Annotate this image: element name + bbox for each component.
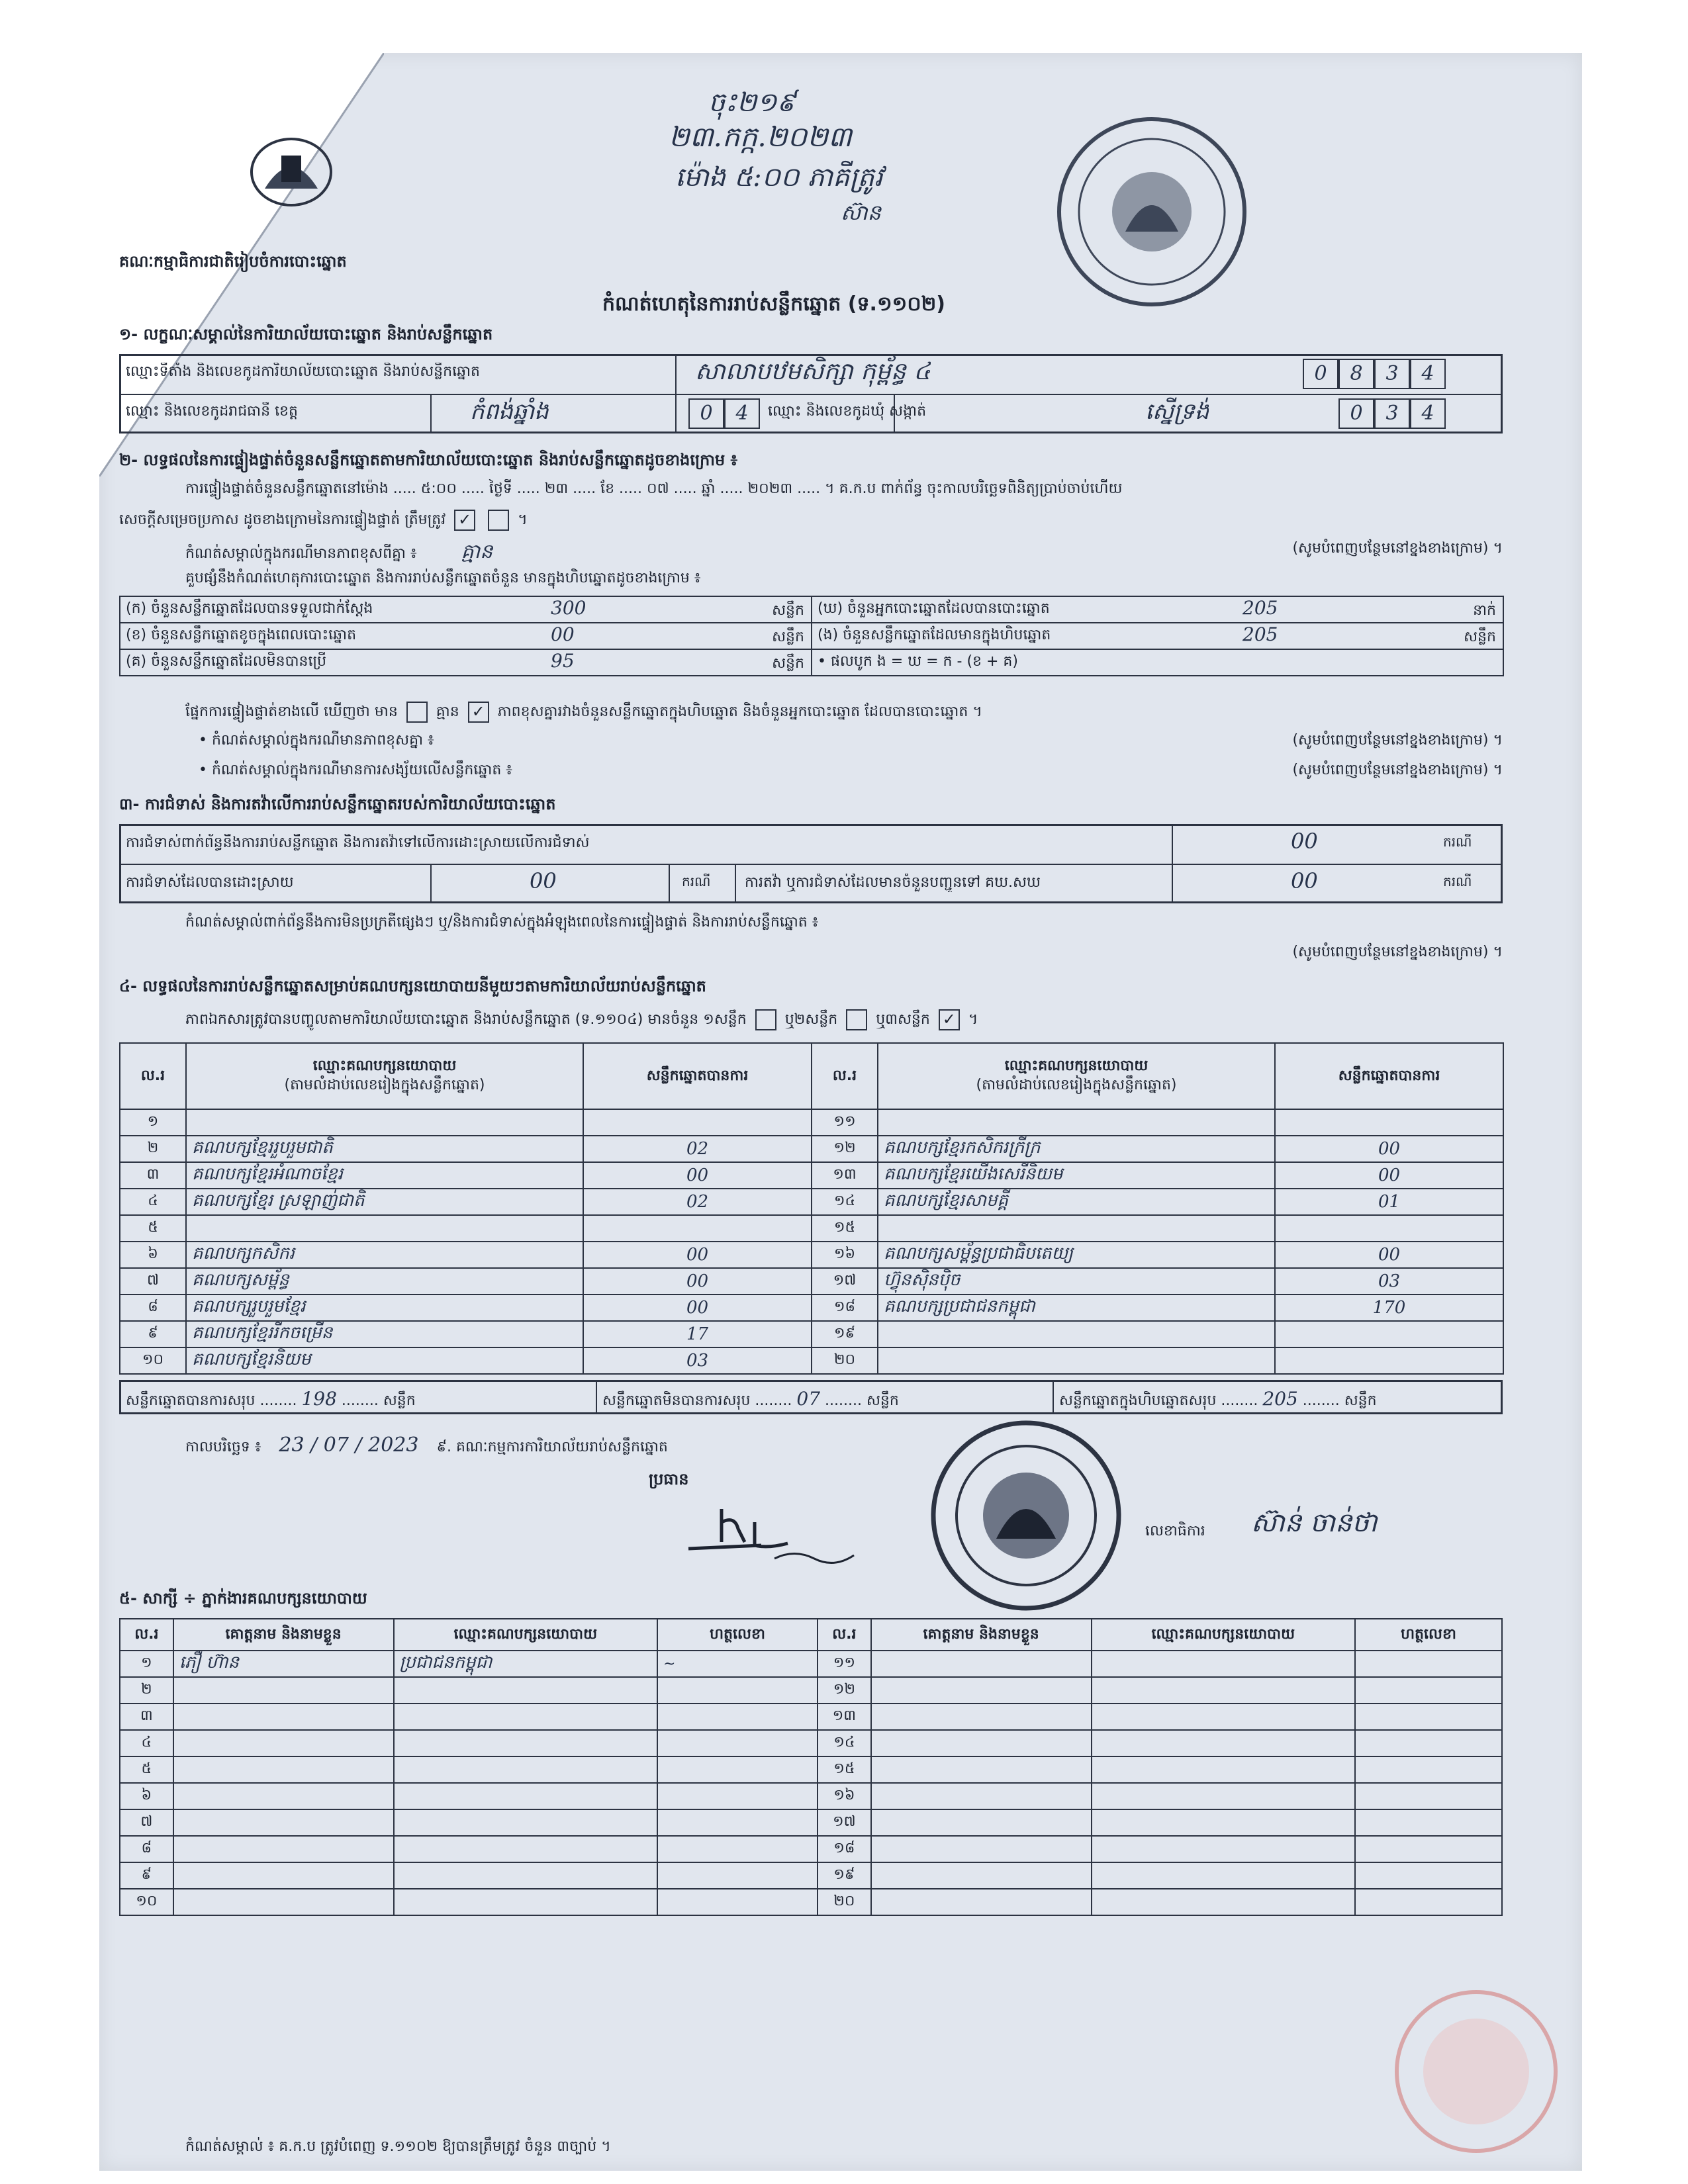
witness-name: [173, 1809, 394, 1836]
total-box: សន្លឹកឆ្នោតក្នុងហិបឆ្នោតសរុប ........ 205 ........ សន្លឹក: [1059, 1388, 1377, 1410]
w-col-no: ល.រ: [120, 1619, 173, 1651]
witness-name: [173, 1836, 394, 1862]
ballot-unit: នាក់: [1473, 602, 1496, 619]
party-name: [878, 1109, 1275, 1136]
party-name: [878, 1215, 1275, 1242]
forwarded-label: ការតវ៉ា ឬការជំទាស់ដែលមានចំនួនបញ្ជូនទៅ គឃ.សឃ: [745, 874, 1041, 891]
party-no: ១៥: [812, 1215, 878, 1242]
three-sheet-box: ✓: [939, 1009, 960, 1030]
party-votes: 02: [583, 1189, 812, 1215]
witness-party: [394, 1756, 657, 1783]
commune-code-digit: 3: [1374, 398, 1410, 429]
section2-title: ២- លទ្ធផលនៃការផ្ទៀងផ្ទាត់ចំនួនសន្លឹកឆ្នោតតាមការិយាល័យបោះឆ្នោត និងរាប់សន្លឹកឆ្នោតដូចខាងក្រោម ៖: [119, 451, 738, 469]
witness-row: [120, 1809, 1502, 1836]
committee-stamp-icon: [927, 1416, 1125, 1615]
witness-no: ៥: [120, 1756, 173, 1783]
party-no: ៤: [120, 1189, 186, 1215]
ballot-intro: គួបផ្សំនឹងកំណត់ហេតុការបោះឆ្នោត និងការរាប់សន្លឹកឆ្នោតចំនួន មានក្នុងហិបឆ្នោតដូចខាងក្រោម ៖: [185, 570, 701, 586]
party-name: [878, 1321, 1275, 1347]
note-different: [199, 731, 1503, 750]
party-name: គណបក្សសម្ព័ន្ធ: [186, 1268, 583, 1295]
commune-label: ឈ្មោះ និងលេខកូដឃុំ សង្កាត់: [768, 403, 927, 420]
witness-no: ១០: [120, 1889, 173, 1915]
col-votes: សន្លឹកឆ្នោតបានការ: [583, 1043, 812, 1109]
party-results-table: [119, 1042, 1504, 1375]
party-votes: 00: [1275, 1162, 1503, 1189]
witness-no: ៧: [120, 1809, 173, 1836]
ballot-value: 205: [1243, 623, 1278, 645]
witness-no: ១៩: [818, 1862, 871, 1889]
witness-party: [394, 1809, 657, 1836]
col-no-right: ល.រ: [812, 1043, 878, 1109]
party-name: គណបក្សរួបរួមខ្មែរ: [186, 1295, 583, 1321]
party-row: [120, 1109, 1503, 1136]
witness-signature: [1355, 1704, 1502, 1730]
party-row: [120, 1162, 1503, 1189]
party-votes: 00: [583, 1242, 812, 1268]
commune-code-digit: 4: [1410, 398, 1446, 429]
province-code-digit: 4: [724, 398, 760, 429]
section5-title: ៥- សាក្សី ÷ ភ្នាក់ងារគណបក្សនយោបាយ: [119, 1589, 367, 1608]
col-party-right: [878, 1043, 1275, 1109]
witness-party: [1092, 1651, 1355, 1677]
w-col-name: គោត្តនាម និងនាមខ្លួន: [173, 1619, 394, 1651]
party-votes: 170: [1275, 1295, 1503, 1321]
party-votes: 03: [1275, 1268, 1503, 1295]
party-no: ១២: [812, 1136, 878, 1162]
hand-note-line3: ម៉ោង ៥:០០ ភាគីត្រូវ: [675, 162, 883, 193]
hand-note-initials: ស៊ាន: [841, 200, 881, 225]
witness-signature: [1355, 1809, 1502, 1836]
party-name: គណបក្សប្រជាជនកម្ពុជា: [878, 1295, 1275, 1321]
party-no: ១: [120, 1109, 186, 1136]
party-row: [120, 1321, 1503, 1347]
forwarded-unit: ករណី: [1443, 874, 1472, 889]
witness-table: [119, 1618, 1503, 1916]
witness-name: [173, 1730, 394, 1756]
witness-party: ប្រជាជនកម្ពុជា: [394, 1651, 657, 1677]
witness-party: [394, 1783, 657, 1809]
witness-name: [871, 1809, 1092, 1836]
ballot-cell-right: [812, 596, 1503, 623]
witness-name: [871, 1783, 1092, 1809]
witness-party: [394, 1677, 657, 1704]
section4-intro: ភាពឯកសារត្រូវបានបញ្ចូលតាមការិយាល័យបោះឆ្នោត និងរាប់សន្លឹកឆ្នោត (ទ.១១០៤) មានចំនួន ១សន្លឹក ឬ២សន្លឹក ឬ៣សន្លឹក ✓ ។: [185, 1009, 978, 1030]
two-sheet-box: [846, 1009, 867, 1030]
chair-label: ប្រធាន: [649, 1470, 689, 1488]
witness-name: [173, 1889, 394, 1915]
location-code-digit: 8: [1338, 359, 1374, 389]
ballot-unit: សន្លឹក: [772, 602, 804, 619]
ballot-label: (គ) ចំនួនសន្លឹកឆ្នោតដែលមិនបានប្រើ: [126, 653, 327, 670]
witness-row: [120, 1651, 1502, 1677]
witness-no: ៦: [120, 1783, 173, 1809]
witness-party: [394, 1730, 657, 1756]
commune-code-digit: 0: [1338, 398, 1374, 429]
one-sheet-box: [755, 1009, 776, 1030]
party-no: ១៣: [812, 1162, 878, 1189]
location-value: សាលាបឋមសិក្សា កុម្ព័ន្ធ ៤: [695, 358, 931, 385]
party-no: ២: [120, 1136, 186, 1162]
party-votes: [1275, 1215, 1503, 1242]
witness-signature: [657, 1756, 818, 1783]
witness-row: [120, 1889, 1502, 1915]
witness-name: [871, 1730, 1092, 1756]
resolved-value: 00: [530, 868, 557, 893]
witness-signature: [657, 1809, 818, 1836]
province-label: ឈ្មោះ និងលេខកូដរាជធានី ខេត្ត: [126, 403, 298, 420]
form-title: កំណត់ហេតុនៃការរាប់សន្លឹកឆ្នោត (ទ.១១០២): [602, 293, 946, 316]
witness-name: [173, 1783, 394, 1809]
verification-line1: ការផ្ទៀងផ្ទាត់ចំនួនសន្លឹកឆ្នោតនៅម៉ោង ..... ៥:០០ ..... ថ្ងៃទី ..... ២៣ ..... ខែ ..... ០៧ ..... ឆ្នាំ ..... ២០២៣ ..... ។ គ.ក.ប ពាក់ព័ន្ធ ចុះកាលបរិច្ឆេទពិនិត្យប្រាប់ចាប់ហើយ: [185, 480, 1123, 497]
ballot-value: 300: [551, 597, 586, 619]
red-seal-icon: [1390, 1985, 1562, 2158]
col-party: [186, 1043, 583, 1109]
witness-no: ៨: [120, 1836, 173, 1862]
ballot-value: 205: [1243, 597, 1278, 619]
difference-note-row: [185, 539, 1503, 565]
w-col-sign-right: ហត្ថលេខា: [1355, 1619, 1502, 1651]
ballot-count-table: [119, 596, 1504, 676]
party-no: ១៩: [812, 1321, 878, 1347]
witness-signature: [657, 1677, 818, 1704]
total-invalid: សន្លឹកឆ្នោតមិនបានការសរុប ........ 07 ........ សន្លឹក: [602, 1388, 899, 1410]
committee-name: គណៈកម្មាធិការជាតិរៀបចំការបោះឆ្នោត: [119, 252, 347, 271]
resolved-label: ការជំទាស់ដែលបានដោះស្រាយ: [126, 874, 294, 891]
objection-value: 00: [1291, 829, 1318, 854]
witness-name: [173, 1862, 394, 1889]
party-name: គណបក្សខ្មែរកសិករក្រីក្រ: [878, 1136, 1275, 1162]
verification-line2: សេចក្តីសម្រេចប្រកាស ដូចខាងក្រោមនៃការផ្ទៀងផ្ទាត់ ត្រឹមត្រូវ ✓ ។: [119, 510, 1503, 531]
witness-no: ១៥: [818, 1756, 871, 1783]
party-row: [120, 1295, 1503, 1321]
witness-name: [871, 1651, 1092, 1677]
ballot-value: 00: [551, 623, 575, 645]
witness-party: [1092, 1783, 1355, 1809]
party-no: ៧: [120, 1268, 186, 1295]
witness-signature: [1355, 1862, 1502, 1889]
witness-row: [120, 1836, 1502, 1862]
party-row: [120, 1215, 1503, 1242]
ballot-label: (ខ) ចំនួនសន្លឹកឆ្នោតខូចក្នុងពេលបោះឆ្នោត: [126, 627, 357, 643]
location-code-digit: 3: [1374, 359, 1410, 389]
witness-row: [120, 1783, 1502, 1809]
witness-party: [394, 1836, 657, 1862]
witness-name: [871, 1889, 1092, 1915]
objection-unit: ករណី: [1443, 834, 1472, 850]
witness-signature: [657, 1783, 818, 1809]
ballot-unit: សន្លឹក: [1464, 629, 1496, 645]
party-votes: 00: [583, 1268, 812, 1295]
party-row: [120, 1189, 1503, 1215]
witness-name: [871, 1756, 1092, 1783]
party-votes: [583, 1109, 812, 1136]
ballot-label: • ផលបូក ង = ឃ = ក - (ខ + គ): [818, 653, 1018, 670]
witness-signature: [1355, 1730, 1502, 1756]
witness-party: [1092, 1889, 1355, 1915]
witness-name: [173, 1756, 394, 1783]
witness-row: [120, 1756, 1502, 1783]
location-label: ឈ្មោះទីតាំង និងលេខកូដការិយាល័យបោះឆ្នោត និងរាប់សន្លឹកឆ្នោត: [126, 363, 480, 380]
witness-no: ១២: [818, 1677, 871, 1704]
witness-signature: ~: [657, 1651, 818, 1677]
w-col-party: ឈ្មោះគណបក្សនយោបាយ: [394, 1619, 657, 1651]
party-name: [186, 1215, 583, 1242]
witness-party: [1092, 1836, 1355, 1862]
ballot-row: [120, 623, 1503, 649]
difference-note-value: គ្មាន: [461, 540, 493, 563]
party-row: [120, 1136, 1503, 1162]
party-no: ៦: [120, 1242, 186, 1268]
witness-name: [871, 1677, 1092, 1704]
total-valid: សន្លឹកឆ្នោតបានការសរុប ........ 198 ........ សន្លឹក: [126, 1388, 416, 1410]
witness-no: ១៨: [818, 1836, 871, 1862]
forwarded-value: 00: [1291, 868, 1318, 893]
witness-party: [394, 1862, 657, 1889]
ballot-value: 95: [551, 650, 575, 672]
witness-no: ១៧: [818, 1809, 871, 1836]
col-votes-right: សន្លឹកឆ្នោតបានការ: [1275, 1043, 1503, 1109]
party-no: ១០: [120, 1347, 186, 1374]
ballot-label: (ក) ចំនួនសន្លឹកឆ្នោតដែលបានទទួលជាក់ស្តែង: [126, 600, 373, 617]
resolved-unit: ករណី: [682, 874, 711, 889]
committee-label: ៩. គណៈកម្មការការិយាល័យរាប់សន្លឹកឆ្នោត: [436, 1439, 668, 1455]
party-name: គណបក្សខ្មែរអំណាចខ្មែរ: [186, 1162, 583, 1189]
witness-party: [394, 1704, 657, 1730]
hand-note-line1: ចុះ២១៩: [708, 87, 796, 118]
witness-no: ២: [120, 1677, 173, 1704]
witness-signature: [657, 1704, 818, 1730]
note-suspect-label: • កំណត់សម្គាល់ក្នុងករណីមានការសង្ស័យលើសន្លឹកឆ្នោត ៖: [199, 762, 512, 778]
party-no: ១១: [812, 1109, 878, 1136]
witness-name: [871, 1862, 1092, 1889]
witness-no: ៣: [120, 1704, 173, 1730]
check-empty-box: [488, 510, 509, 531]
party-name: គណបក្សខ្មែរសាមគ្គី: [878, 1189, 1275, 1215]
secretary-signature: ស៊ាន់ ចាន់ថា: [1251, 1508, 1378, 1538]
total-box-label: សន្លឹកឆ្នោតក្នុងហិបឆ្នោតសរុប: [1059, 1392, 1217, 1409]
party-name: គណបក្សកសិករ: [186, 1242, 583, 1268]
party-name: [878, 1347, 1275, 1374]
hand-note-line2: ២៣.កក្ក.២០២៣: [669, 120, 852, 153]
party-row: [120, 1268, 1503, 1295]
section3-title: ៣- ការជំទាស់ និងការតវ៉ាលើការរាប់សន្លឹកឆ្នោតរបស់ការិយាល័យបោះឆ្នោត: [119, 795, 556, 813]
total-valid-value: 198: [301, 1388, 337, 1410]
ballot-unit: សន្លឹក: [772, 629, 804, 645]
ballot-cell-left: [120, 596, 812, 623]
w-col-name-right: គោត្តនាម និងនាមខ្លួន: [871, 1619, 1092, 1651]
location-code-digit: 0: [1303, 359, 1338, 389]
witness-party: [1092, 1704, 1355, 1730]
witness-name: [173, 1677, 394, 1704]
discrepancy-text-c: ភាពខុសគ្នារវាងចំនួនសន្លឹកឆ្នោតក្នុងហិបឆ្នោត និងចំនួនអ្នកបោះឆ្នោត ដែលបានបោះឆ្នោត ។: [497, 704, 982, 720]
w-col-sign: ហត្ថលេខា: [657, 1619, 818, 1651]
note-different-label: • កំណត់សម្គាល់ក្នុងករណីមានភាពខុសគ្នា ៖: [199, 732, 434, 749]
ballot-cell-right: [812, 649, 1503, 676]
party-no: ១៧: [812, 1268, 878, 1295]
party-votes: 00: [1275, 1242, 1503, 1268]
witness-no: ៤: [120, 1730, 173, 1756]
section4-title: ៤- លទ្ធផលនៃការរាប់សន្លឹកឆ្នោតសម្រាប់គណបក្សនយោបាយនីមួយៗតាមការិយាល័យរាប់សន្លឹកឆ្នោត: [119, 977, 706, 995]
objection-label: ការជំទាស់ពាក់ព័ន្ធនឹងការរាប់សន្លឹកឆ្នោត និងការតវ៉ាទៅលើការដោះស្រាយលើការជំទាស់: [126, 835, 590, 851]
witness-no: ១៦: [818, 1783, 871, 1809]
party-name: គណបក្សខ្មែរនិយម: [186, 1347, 583, 1374]
witness-party: [1092, 1809, 1355, 1836]
witness-name: [871, 1836, 1092, 1862]
party-name: គណបក្សខ្មែរ ស្រឡាញ់ជាតិ: [186, 1189, 583, 1215]
discrepancy-text-a: ផ្នែកការផ្ទៀងផ្ទាត់ខាងលើ ឃើញថា មាន: [185, 704, 398, 720]
party-name: គណបក្សខ្មែរយើងសេរីនិយម: [878, 1162, 1275, 1189]
discrepancy-row: [185, 702, 1503, 723]
witness-signature: [1355, 1889, 1502, 1915]
party-no: ២០: [812, 1347, 878, 1374]
witness-row: [120, 1862, 1502, 1889]
total-invalid-value: 07: [796, 1388, 821, 1410]
party-votes: 00: [1275, 1136, 1503, 1162]
party-votes: [1275, 1109, 1503, 1136]
party-no: ១៨: [812, 1295, 878, 1321]
witness-no: ១១: [818, 1651, 871, 1677]
witness-signature: [657, 1730, 818, 1756]
witness-signature: [657, 1889, 818, 1915]
difference-note-hint: (សូមបំពេញបន្ថែមនៅខ្នងខាងក្រោម) ។: [1292, 540, 1503, 557]
discrepancy-text-b: គ្មាន: [436, 704, 459, 720]
ballot-row: [120, 649, 1503, 676]
witness-no: ២០: [818, 1889, 871, 1915]
party-votes: 00: [583, 1295, 812, 1321]
total-box-unit: សន្លឹក: [1344, 1392, 1377, 1409]
witness-no: ១៣: [818, 1704, 871, 1730]
ballot-cell-left: [120, 649, 812, 676]
ballot-label: (ង) ចំនួនសន្លឹកឆ្នោតដែលមានក្នុងហិបឆ្នោត: [818, 627, 1051, 643]
date-row: [185, 1433, 668, 1458]
party-votes: [1275, 1347, 1503, 1374]
commune-value: ស្នើទ្រង់: [1145, 398, 1209, 425]
section4-intro-b: ឬ២សន្លឹក: [784, 1011, 838, 1028]
date-label: កាលបរិច្ឆេទ ៖: [185, 1439, 261, 1455]
party-name: គណបក្សខ្មែររួបរួមជាតិ: [186, 1136, 583, 1162]
party-no: ៣: [120, 1162, 186, 1189]
ballot-cell-left: [120, 623, 812, 649]
party-no: ១៦: [812, 1242, 878, 1268]
total-valid-unit: សន្លឹក: [383, 1392, 416, 1409]
ballot-unit: សន្លឹក: [772, 655, 804, 672]
total-valid-label: សន្លឹកឆ្នោតបានការសរុប: [126, 1392, 256, 1409]
party-votes: 00: [583, 1162, 812, 1189]
party-row: [120, 1242, 1503, 1268]
party-no: ១៤: [812, 1189, 878, 1215]
total-box-value: 205: [1262, 1388, 1298, 1410]
witness-no: ១៤: [818, 1730, 871, 1756]
w-col-no-right: ល.រ: [818, 1619, 871, 1651]
party-row: [120, 1347, 1503, 1374]
witness-signature: [1355, 1836, 1502, 1862]
party-votes: [1275, 1321, 1503, 1347]
ballot-cell-right: [812, 623, 1503, 649]
party-votes: 17: [583, 1321, 812, 1347]
party-no: ៨: [120, 1295, 186, 1321]
witness-name: [871, 1704, 1092, 1730]
witness-signature: [657, 1836, 818, 1862]
note-suspect: [199, 761, 1503, 780]
witness-signature: [657, 1862, 818, 1889]
date-value: 23 / 07 / 2023: [279, 1433, 419, 1457]
witness-signature: [1355, 1783, 1502, 1809]
witness-party: [1092, 1862, 1355, 1889]
party-name: គណបក្សខ្មែររីកចម្រើន: [186, 1321, 583, 1347]
note-different-hint: (សូមបំពេញបន្ថែមនៅខ្នងខាងក្រោម) ។: [1292, 732, 1503, 749]
party-votes: 01: [1275, 1189, 1503, 1215]
discrepancy-no-box: ✓: [468, 702, 489, 723]
ballot-row: [120, 596, 1503, 623]
total-invalid-unit: សន្លឹក: [866, 1392, 899, 1409]
section1-title: ១- លក្ខណៈសម្គាល់នៃការិយាល័យបោះឆ្នោត និងរាប់សន្លឹកឆ្នោត: [119, 325, 493, 343]
discrepancy-yes-box: [406, 702, 428, 723]
col-no: ល.រ: [120, 1043, 186, 1109]
witness-signature: [1355, 1677, 1502, 1704]
verification-line2-text: សេចក្តីសម្រេចប្រកាស ដូចខាងក្រោមនៃការផ្ទៀងផ្ទាត់ ត្រឹមត្រូវ: [119, 512, 446, 528]
location-code-digit: 4: [1410, 359, 1446, 389]
ballot-label: (ឃ) ចំនួនអ្នកបោះឆ្នោតដែលបានបោះឆ្នោត: [818, 600, 1050, 617]
party-name: ហ៊្វុនស៊ិនប៉ិច: [878, 1268, 1275, 1295]
col-party-sub: (តាមលំដាប់លេខរៀងក្នុងសន្លឹកឆ្នោត): [284, 1077, 485, 1093]
col-party-right-sub: (តាមលំដាប់លេខរៀងក្នុងសន្លឹកឆ្នោត): [976, 1077, 1177, 1093]
province-value: កំពង់ឆ្នាំង: [470, 398, 549, 425]
witness-signature: [1355, 1756, 1502, 1783]
party-name: គណបក្សសម្ព័ន្ធប្រជាធិបតេយ្យ: [878, 1242, 1275, 1268]
difference-note-label: កំណត់សម្គាល់ក្នុងករណីមានភាពខុសពីគ្នា ៖: [185, 545, 417, 562]
nec-emblem-icon: [245, 132, 338, 212]
witness-no: ១: [120, 1651, 173, 1677]
footer-note: កំណត់សម្គាល់ ៖ គ.ក.ប ត្រូវបំពេញ ទ.១១០២ ឱ្យបានត្រឹមត្រូវ ចំនួន ៣ច្បាប់ ។: [185, 2138, 611, 2155]
party-votes: [583, 1215, 812, 1242]
irregularity-note: កំណត់សម្គាល់ពាក់ព័ន្ធនឹងការមិនប្រក្រតីផ្សេងៗ ឬ/និងការជំទាស់ក្នុងអំឡុងពេលនៃការផ្ទៀងផ្ទាត់ និងការរាប់សន្លឹកឆ្នោត ៖: [185, 914, 819, 931]
party-no: ៩: [120, 1321, 186, 1347]
col-party-right-title: ឈ្មោះគណបក្សនយោបាយ: [1004, 1058, 1149, 1075]
total-invalid-label: សន្លឹកឆ្នោតមិនបានការសរុប: [602, 1392, 751, 1409]
witness-no: ៩: [120, 1862, 173, 1889]
witness-name: ភឿ ហ៊ាន: [173, 1651, 394, 1677]
witness-row: [120, 1704, 1502, 1730]
chair-signature-icon: [682, 1496, 880, 1569]
section4-intro-c: ឬ៣សន្លឹក: [876, 1011, 930, 1028]
party-name: [186, 1109, 583, 1136]
witness-signature: [1355, 1651, 1502, 1677]
witness-party: [1092, 1756, 1355, 1783]
official-stamp-icon: [1053, 113, 1251, 311]
witness-row: [120, 1730, 1502, 1756]
check-ok-box: ✓: [454, 510, 475, 531]
secretary-label: លេខាធិការ: [1145, 1523, 1205, 1539]
form-sheet: [99, 53, 1582, 2171]
irregularity-hint: (សូមបំពេញបន្ថែមនៅខ្នងខាងក្រោម) ។: [1292, 944, 1503, 960]
witness-party: [1092, 1677, 1355, 1704]
section4-intro-a: ភាពឯកសារត្រូវបានបញ្ចូលតាមការិយាល័យបោះឆ្នោត និងរាប់សន្លឹកឆ្នោត (ទ.១១០៤) មានចំនួន ១សន្លឹក: [185, 1011, 747, 1028]
province-code-digit: 0: [688, 398, 724, 429]
note-suspect-hint: (សូមបំពេញបន្ថែមនៅខ្នងខាងក្រោម) ។: [1292, 762, 1503, 778]
witness-party: [394, 1889, 657, 1915]
w-col-party-right: ឈ្មោះគណបក្សនយោបាយ: [1092, 1619, 1355, 1651]
witness-row: [120, 1677, 1502, 1704]
witness-name: [173, 1704, 394, 1730]
party-votes: 02: [583, 1136, 812, 1162]
party-no: ៥: [120, 1215, 186, 1242]
witness-party: [1092, 1730, 1355, 1756]
party-votes: 03: [583, 1347, 812, 1374]
col-party-title: ឈ្មោះគណបក្សនយោបាយ: [312, 1058, 457, 1075]
